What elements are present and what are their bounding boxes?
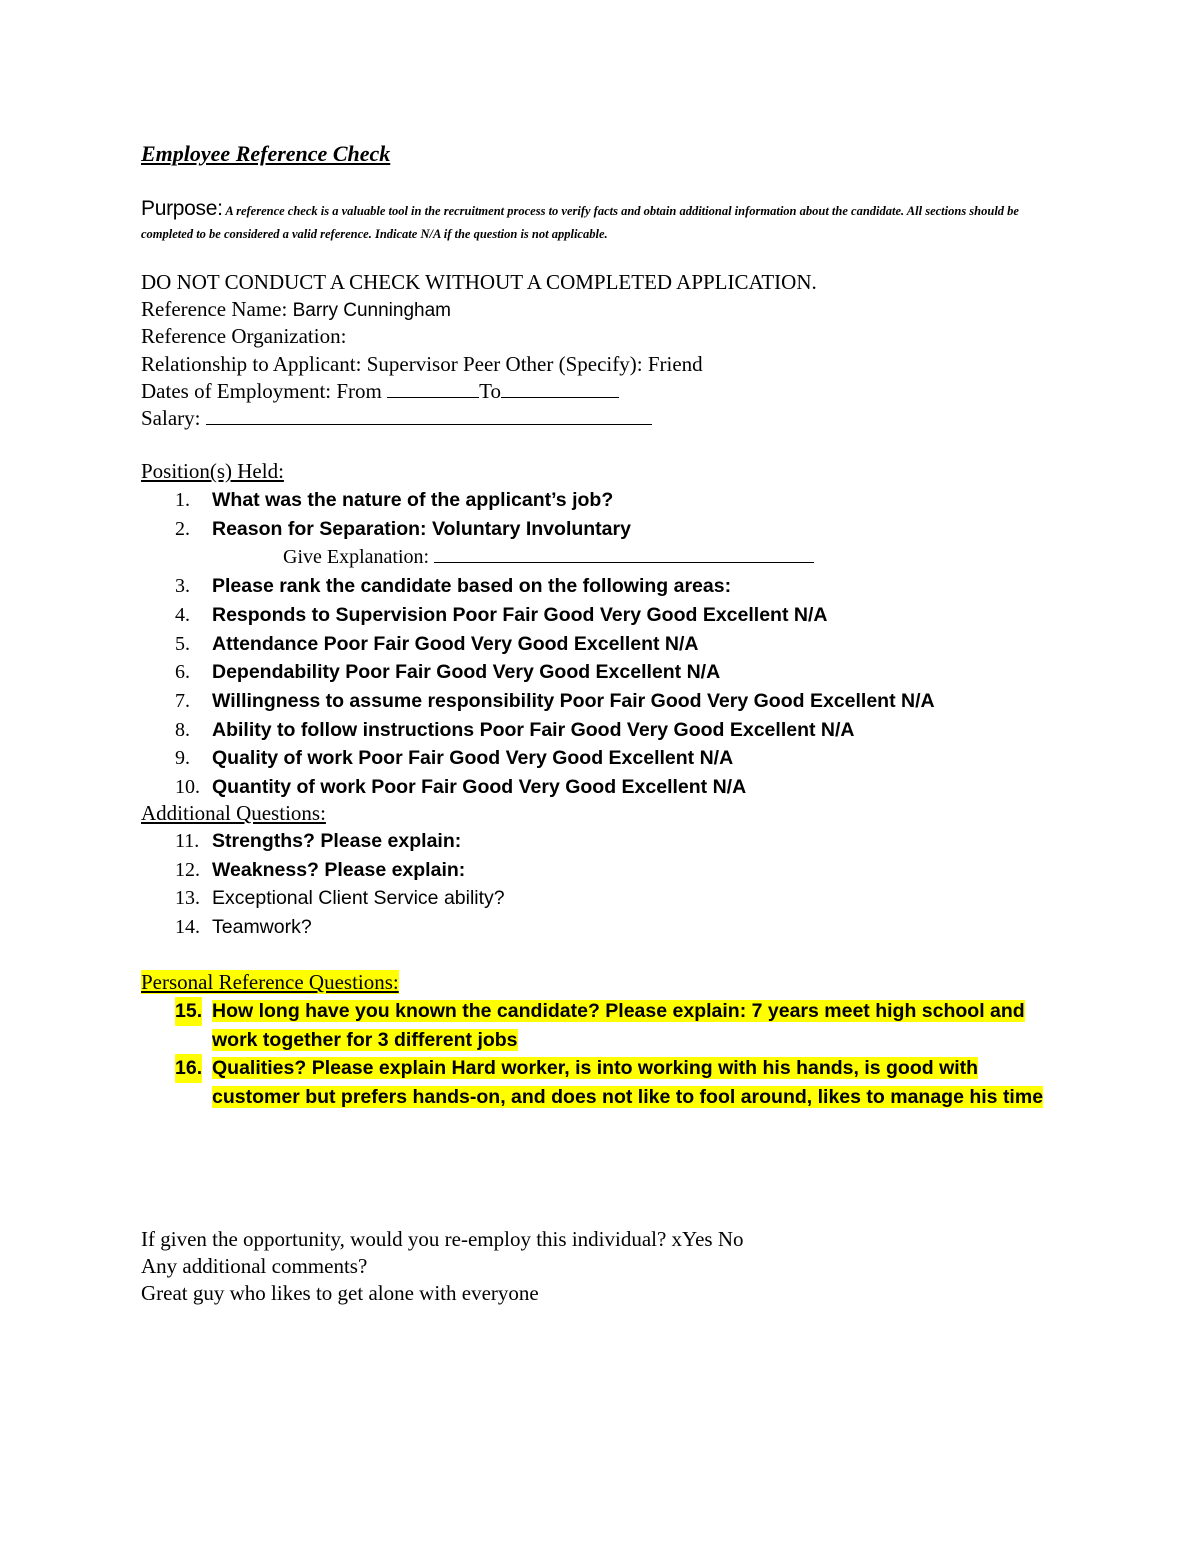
list-item [141,913,1081,942]
additional-heading: Additional Questions: [141,801,326,825]
question-text: Quality of work Poor Fair Good Very Good Excellent N/A [212,747,734,770]
question-text: Reason for Separation: Voluntary Involuntary [212,517,631,540]
salary-label: Salary: [141,406,201,430]
list-item [141,658,1081,687]
question-number: 5. [175,632,190,655]
dates-label: Dates of Employment: From [141,379,382,403]
question-number: 3. [175,575,190,598]
list-item [141,884,1081,913]
personal-questions-list [141,997,1061,1112]
question-text: Weakness? Please explain: [212,858,466,881]
question-text: Responds to Supervision Poor Fair Good Very Good Excellent N/A [212,603,828,626]
list-item [141,856,1081,885]
question-number: 7. [175,689,190,712]
explanation-blank [434,544,814,563]
list-item [141,744,1081,773]
question-text: Exceptional Client Service ability? [212,887,505,910]
comments-label: Any additional comments? [141,1254,368,1278]
list-item [141,601,1081,630]
question-number: 4. [175,603,190,626]
date-to-blank [501,379,619,398]
question-number: 9. [175,747,190,770]
list-item [141,716,1081,745]
list-item [141,773,1081,802]
question-number: 6. [175,661,190,684]
question-text: Willingness to assume responsibility Poor Fair Good Very Good Excellent N/A [212,689,935,712]
additional-questions-list [141,827,1081,942]
salary-line [141,405,652,432]
personal-heading-text: Personal Reference Questions: [141,970,399,994]
reference-organization-line [141,323,346,350]
list-item [141,486,1081,515]
question-text: Ability to follow instructions Poor Fair Good Very Good Excellent N/A [212,718,855,741]
question-number: 16. [175,1054,202,1083]
dates-line [141,378,619,405]
list-item [141,827,1081,856]
personal-heading [141,969,399,996]
question-text: What was the nature of the applicant’s job? [212,489,614,511]
purpose-label: Purpose: [141,197,223,220]
relationship-line [141,351,703,378]
question-number: 12. [175,858,200,881]
question-number: 2. [175,517,190,540]
purpose-paragraph [141,197,1021,246]
notice-line: DO NOT CONDUCT A CHECK WITHOUT A COMPLETED APPLICATION. [141,270,817,294]
reference-organization-label: Reference Organization: [141,324,347,348]
question-number: 8. [175,718,190,741]
date-from-blank [387,379,479,398]
question-number: 13. [175,887,200,910]
reemploy-line: If given the opportunity, would you re-employ this individual? xYes No [141,1227,744,1251]
comments-value: Great guy who likes to get alone with everyone [141,1281,539,1305]
reference-name-value: Barry Cunningham [292,300,451,321]
question-number: 11. [175,830,200,852]
relationship-value: Friend [647,352,703,376]
question-number: 14. [175,916,200,939]
reference-name-label: Reference Name: [141,297,288,321]
list-item [141,997,1052,1054]
list-item [141,1054,1052,1111]
list-item [141,630,1081,659]
relationship-label: Relationship to Applicant: [141,352,362,376]
list-item [141,572,1081,601]
question-number: 10. [175,776,200,799]
question-text: Qualities? Please explain Hard worker, is into working with his hands, is good with customer but prefers hands-on, and does not like to fool around, likes to manage his time [212,1057,1044,1109]
reference-name-line [141,296,451,324]
question-text: How long have you known the candidate? Please explain: 7 years meet high school and work together for 3 different jobs [212,1000,1025,1051]
question-number: 15. [175,997,202,1026]
salary-blank [206,406,652,425]
question-text: Strengths? Please explain: [212,830,462,852]
relationship-options: Supervisor Peer Other (Specify): [366,352,643,376]
list-item [141,515,1081,544]
positions-heading: Position(s) Held: [141,459,284,483]
question-text: Attendance Poor Fair Good Very Good Excellent N/A [212,632,699,655]
question-number: 1. [175,489,190,511]
position-questions-list [141,486,1081,802]
question-text: Please rank the candidate based on the following areas: [212,575,732,598]
question-text: Teamwork? [212,916,312,939]
question-text: Dependability Poor Fair Good Very Good Excellent N/A [212,661,721,684]
question-text: Quantity of work Poor Fair Good Very Good Excellent N/A [212,776,747,799]
give-explanation-label: Give Explanation: [283,546,430,569]
purpose-text: A reference check is a valuable tool in the recruitment process to verify facts and obtain additional information about the candidate. All sections should be completed to be considered a valid reference. Indicate N/A if the question is not applicable. [141,204,1019,241]
dates-to-label: To [479,379,502,403]
document-title: Employee Reference Check [141,141,391,166]
give-explanation-line [141,543,1081,572]
list-item [141,687,1081,716]
